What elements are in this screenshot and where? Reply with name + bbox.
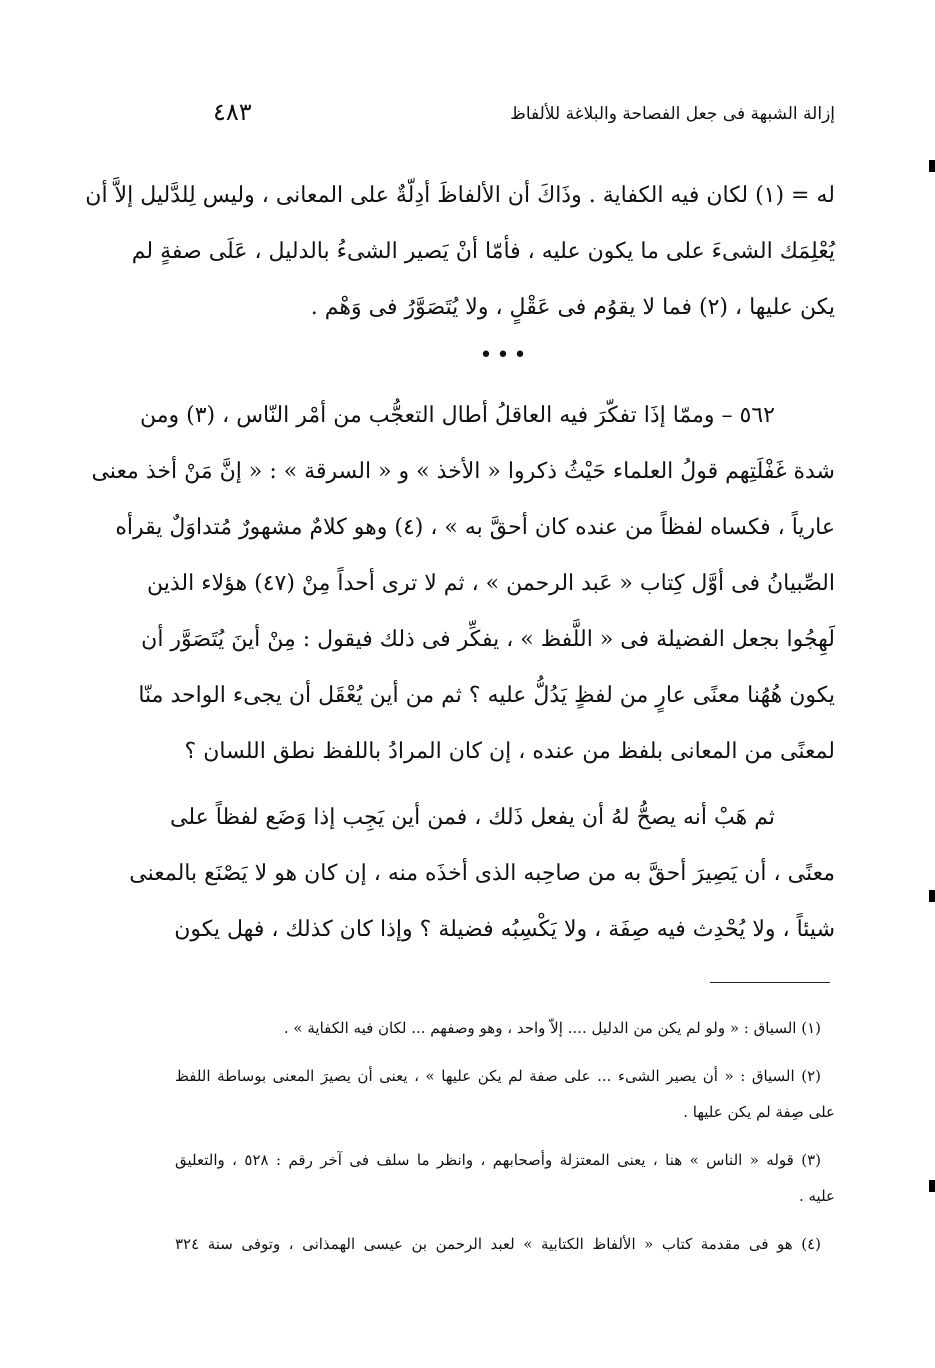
text-line: شدة غَفْلَتِهم قولُ العلماء حَيْثُ ذكروا « الأخذ » و « السرقة » : « إنَّ مَنْ أخذ معنى <box>91 459 835 484</box>
page-number: ٤٨٣ <box>213 98 252 126</box>
text-line: الصِّبيانُ فى أوَّل كِتاب « عَبد الرحمن » ، ثم لا ترى أحداً مِنْ (٤٧) هؤلاء الذين <box>147 571 835 596</box>
footnote-line: (٤) هو فى مقدمة كتاب « الألفاظ الكتابية » لعبد الرحمن بن عيسى الهمذانى ، وتوفى سنة ٣٢٤ <box>175 1235 821 1253</box>
section-separator: ••• <box>479 343 531 368</box>
main-text <box>85 168 835 958</box>
paragraph-2 <box>91 388 835 780</box>
text-line: عارياً ، فكساه لفظاً من عنده كان أحقَّ به » ، (٤) وهو كلامٌ مشهورٌ مُتداوَلٌ يقرأه <box>115 515 835 540</box>
footnote-4 <box>175 1226 835 1262</box>
text-line: يُعْلِمَك الشىءَ على ما يكون عليه ، فأمّا أنْ يَصير الشىءُ بالدليل ، عَلَى صفةٍ لم <box>131 239 835 264</box>
text-line: ثم هَبْ أنه يصحُّ لهُ أن يفعل ذَلك ، فمن أين يَجِب إذا وَضَع لفظاً على <box>170 805 775 830</box>
footnote-3 <box>175 1142 835 1214</box>
page-header <box>175 98 835 138</box>
text-line: شيئاً ، ولا يُحْدِث فيه صِفَة ، ولا يَكْسِبُه فضيلة ؟ وإذا كان كذلك ، فهل يكون <box>174 917 835 942</box>
text-line: لمعنًى من المعانى بلفظ من عنده ، إن كان المرادُ باللفظ نطق اللسان ؟ <box>184 739 835 764</box>
margin-mark <box>929 160 935 172</box>
footnote-line: (١) السياق : « ولو لم يكن من الدليل .... إلاّ واحد ، وهو وصفهم ... لكان فيه الكفاية » . <box>283 1019 821 1037</box>
text-line: لَهِجُوا بجعل الفضيلة فى « اللَّفظ » ، يفكِّر فى ذلك فيقول : مِنْ أينَ يُتَصَوَّر أن <box>141 627 835 652</box>
footnote-line: (٣) قوله « الناس » هنا ، يعنى المعتزلة وأصحابهم ، وانظر ما سلف فى آخر رقم : ٥٢٨ ، والتعليق <box>175 1151 822 1169</box>
footnotes <box>175 1010 835 1274</box>
text-line: يكن عليها ، (٢) فما لا يقوُم فى عَقْلٍ ، ولا يُتَصَوَّرُ فى وَهْم . <box>310 295 835 320</box>
footnote-1 <box>175 1010 835 1046</box>
paragraph-1 <box>85 168 835 336</box>
margin-mark <box>929 1180 935 1192</box>
running-title: إزالة الشبهة فى جعل الفصاحة والبلاغة للألفاظ <box>510 104 835 124</box>
footnote-divider <box>710 982 830 983</box>
text-line: معنًى ، أن يَصِيرَ أحقَّ به من صاحِبه الذى أخذَه منه ، إن كان هو لا يَصْنَع بالمعنى <box>129 861 835 886</box>
paragraph-3 <box>129 790 835 958</box>
footnote-line: (٢) السياق : « أن يصير الشىء ... على صفة لم يكن عليها » ، يعنى أن يصيرَ المعنى بوساطة اللفظ <box>175 1067 821 1085</box>
text-line: يكون هُهُنا معنًى عارٍ من لفظٍ يَدُلُّ عليه ؟ ثم من أين يُعْقَل أن يجىء الواحد منّا <box>138 683 835 708</box>
footnote-line: عليه . <box>798 1187 835 1205</box>
margin-mark <box>929 890 935 902</box>
footnote-2 <box>175 1058 835 1130</box>
footnote-line: على صِفة لم يكن عليها . <box>683 1103 835 1121</box>
text-line: ٥٦٢ – وممّا إذَا تفكّرَ فيه العاقلُ أطال التعجُّب من أمْر النّاس ، (٣) ومن <box>139 403 775 428</box>
text-line: له = (١) لكان فيه الكفاية . وذَاكَ أن الألفاظَ أدِلّةٌ على المعانى ، وليس لِلدَّليل إلاَّ أن <box>85 183 835 208</box>
